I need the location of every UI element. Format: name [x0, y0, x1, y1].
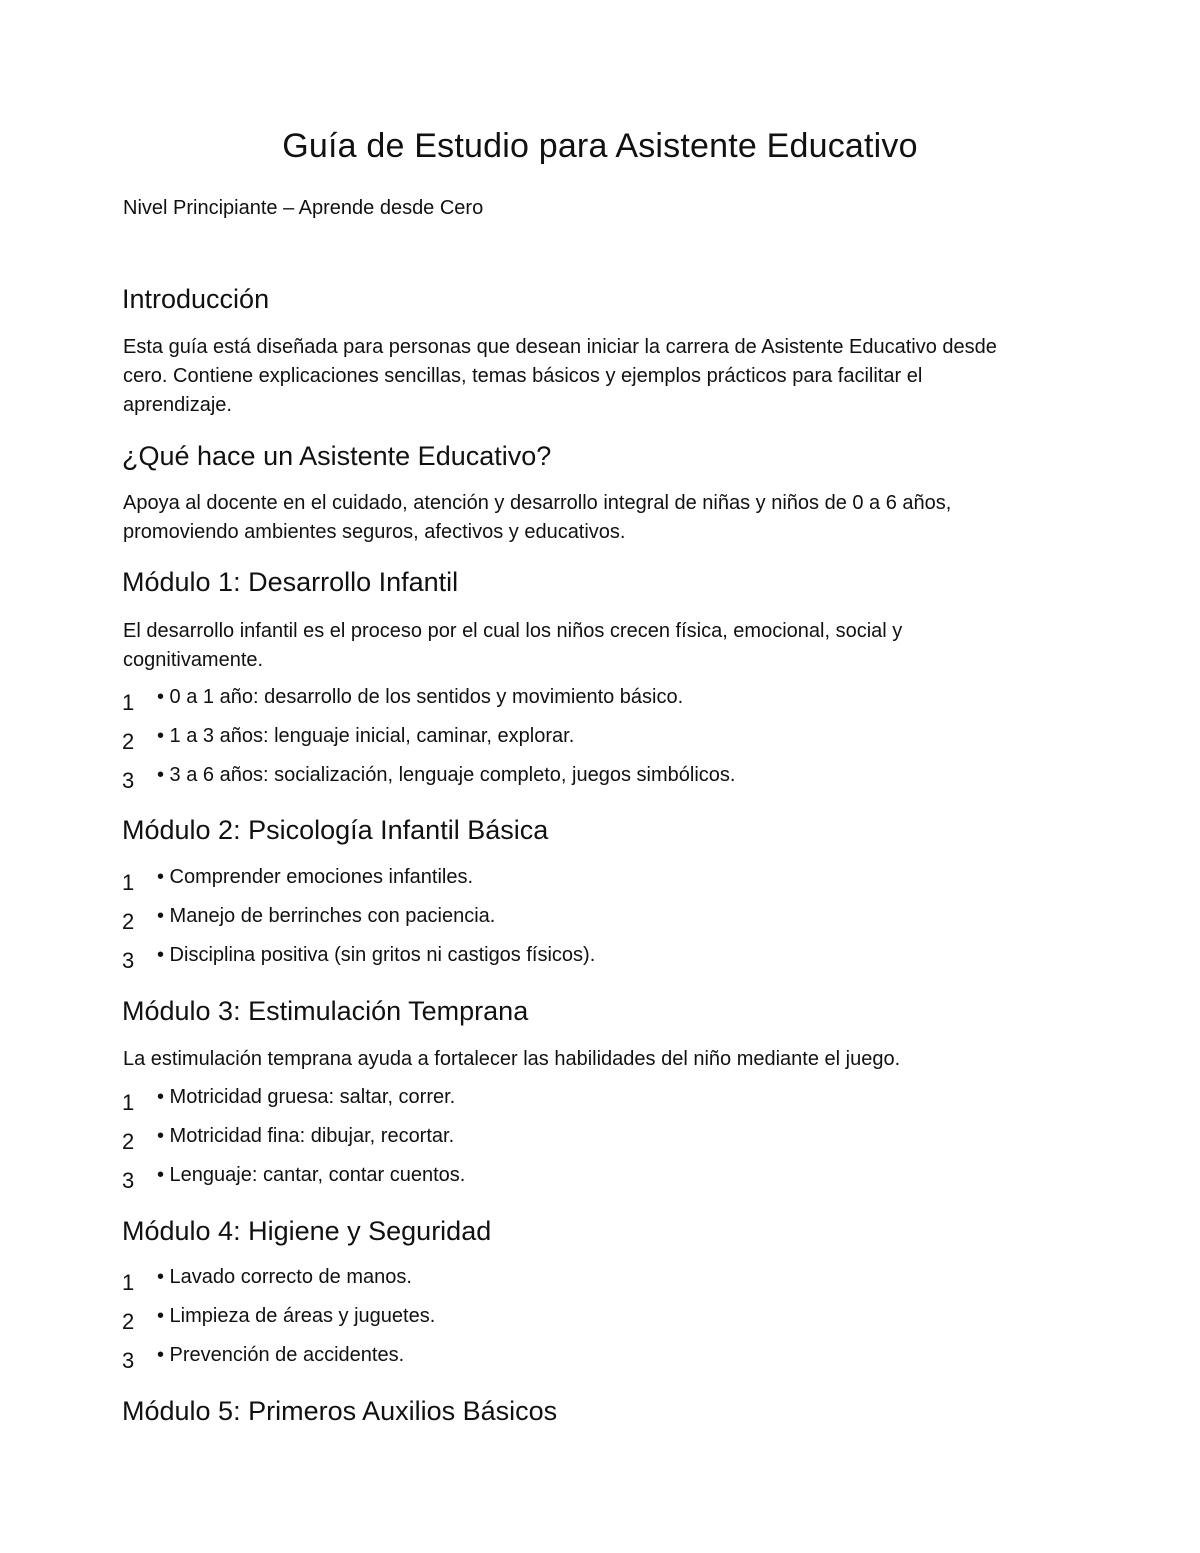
- que-hace-line: Apoya al docente en el cuidado, atención y desarrollo integral de niñas y niños de 0 a 6 años,: [123, 492, 952, 514]
- list-item-number: 1: [122, 870, 135, 895]
- list-item-text: • Comprender emociones infantiles.: [157, 866, 474, 888]
- list-item-text: • 1 a 3 años: lenguaje inicial, caminar, explorar.: [157, 725, 575, 747]
- modulo1-line: cognitivamente.: [123, 649, 264, 671]
- que-hace-line: promoviendo ambientes seguros, afectivos y educativos.: [123, 521, 626, 543]
- list-item-number: 2: [122, 1309, 135, 1334]
- list-item-text: • Motricidad fina: dibujar, recortar.: [157, 1125, 455, 1147]
- list-item-number: 2: [122, 909, 135, 934]
- list-item-number: 1: [122, 1270, 135, 1295]
- que-hace-heading: ¿Qué hace un Asistente Educativo?: [122, 441, 552, 471]
- list-item-text: • Manejo de berrinches con paciencia.: [157, 905, 496, 927]
- document-subtitle: Nivel Principiante – Aprende desde Cero: [123, 197, 484, 219]
- list-item-number: 3: [122, 948, 135, 973]
- list-item-number: 3: [122, 1168, 135, 1193]
- intro-paragraph: [123, 333, 997, 420]
- list-item-text: • 3 a 6 años: socialización, lenguaje completo, juegos simbólicos.: [157, 764, 736, 786]
- modulo2-heading: Módulo 2: Psicología Infantil Básica: [122, 815, 549, 845]
- modulo1-paragraph: [123, 617, 902, 675]
- document-title: Guía de Estudio para Asistente Educativo: [282, 127, 918, 165]
- modulo3-paragraph: [123, 1045, 900, 1074]
- list-item-number: 2: [122, 729, 135, 754]
- modulo1-line: El desarrollo infantil es el proceso por el cual los niños crecen física, emocional, social y: [123, 620, 903, 642]
- list-item-text: • Lenguaje: cantar, contar cuentos.: [157, 1164, 466, 1186]
- intro-heading: Introducción: [122, 284, 270, 314]
- list-item-text: • Disciplina positiva (sin gritos ni castigos físicos).: [157, 944, 596, 966]
- list-item-text: • 0 a 1 año: desarrollo de los sentidos y movimiento básico.: [157, 686, 684, 708]
- list-item-text: • Motricidad gruesa: saltar, correr.: [157, 1086, 456, 1108]
- list-item-text: • Limpieza de áreas y juguetes.: [157, 1305, 436, 1327]
- list-item-text: • Prevención de accidentes.: [157, 1344, 405, 1366]
- que-hace-paragraph: [123, 489, 951, 547]
- modulo5-heading: Módulo 5: Primeros Auxilios Básicos: [122, 1396, 558, 1426]
- modulo3-line: La estimulación temprana ayuda a fortalecer las habilidades del niño mediante el juego.: [123, 1048, 901, 1070]
- list-item-number: 2: [122, 1129, 135, 1154]
- list-item-text: • Lavado correcto de manos.: [157, 1266, 412, 1288]
- list-item-number: 3: [122, 768, 135, 793]
- list-item-number: 1: [122, 690, 135, 715]
- intro-line: aprendizaje.: [123, 394, 232, 416]
- modulo4-heading: Módulo 4: Higiene y Seguridad: [122, 1216, 492, 1246]
- modulo3-heading: Módulo 3: Estimulación Temprana: [122, 996, 529, 1026]
- intro-line: cero. Contiene explicaciones sencillas, temas básicos y ejemplos prácticos para facilitar el: [123, 365, 923, 387]
- modulo1-heading: Módulo 1: Desarrollo Infantil: [122, 567, 459, 597]
- list-item-number: 1: [122, 1090, 135, 1115]
- intro-line: Esta guía está diseñada para personas que desean iniciar la carrera de Asistente Educativo desde: [123, 336, 997, 358]
- list-item-number: 3: [122, 1348, 135, 1373]
